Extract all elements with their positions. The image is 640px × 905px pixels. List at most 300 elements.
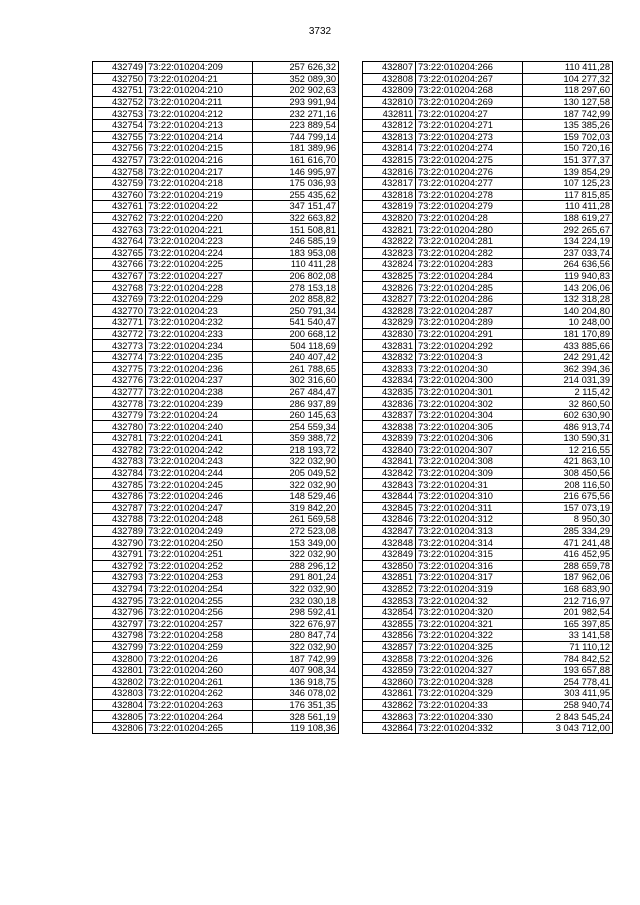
table-row bbox=[93, 270, 339, 282]
value-cell: 280 847,74 bbox=[253, 630, 339, 642]
cadastral-number-cell: 73:22:010204:328 bbox=[416, 676, 523, 688]
table-row bbox=[93, 328, 339, 340]
cadastral-number-cell: 73:22:010204:267 bbox=[416, 73, 523, 85]
value-cell: 146 995,97 bbox=[253, 166, 339, 178]
cadastral-number-cell: 73:22:010204:275 bbox=[416, 154, 523, 166]
value-cell: 346 078,02 bbox=[253, 688, 339, 700]
row-number-cell: 432819 bbox=[363, 201, 416, 213]
value-cell: 107 125,23 bbox=[523, 177, 613, 189]
row-number-cell: 432769 bbox=[93, 293, 146, 305]
cadastral-number-cell: 73:22:010204:326 bbox=[416, 653, 523, 665]
cadastral-number-cell: 73:22:010204:248 bbox=[146, 514, 253, 526]
row-number-cell: 432750 bbox=[93, 73, 146, 85]
row-number-cell: 432817 bbox=[363, 177, 416, 189]
table-row bbox=[93, 583, 339, 595]
value-cell: 322 663,82 bbox=[253, 212, 339, 224]
cadastral-number-cell: 73:22:010204:251 bbox=[146, 548, 253, 560]
value-cell: 71 110,12 bbox=[523, 641, 613, 653]
cadastral-number-cell: 73:22:010204:287 bbox=[416, 305, 523, 317]
cadastral-number-cell: 73:22:010204:24 bbox=[146, 409, 253, 421]
row-number-cell: 432814 bbox=[363, 143, 416, 155]
table-row bbox=[93, 467, 339, 479]
row-number-cell: 432847 bbox=[363, 525, 416, 537]
cadastral-number-cell: 73:22:010204:235 bbox=[146, 351, 253, 363]
value-cell: 181 170,89 bbox=[523, 328, 613, 340]
row-number-cell: 432823 bbox=[363, 247, 416, 259]
table-row bbox=[363, 73, 613, 85]
cadastral-number-cell: 73:22:010204:283 bbox=[416, 259, 523, 271]
value-cell: 151 377,37 bbox=[523, 154, 613, 166]
row-number-cell: 432830 bbox=[363, 328, 416, 340]
cadastral-number-cell: 73:22:010204:236 bbox=[146, 363, 253, 375]
table-row bbox=[363, 398, 613, 410]
row-number-cell: 432764 bbox=[93, 235, 146, 247]
row-number-cell: 432810 bbox=[363, 96, 416, 108]
row-number-cell: 432752 bbox=[93, 96, 146, 108]
cadastral-number-cell: 73:22:010204:311 bbox=[416, 502, 523, 514]
value-cell: 504 118,69 bbox=[253, 340, 339, 352]
value-cell: 119 108,36 bbox=[253, 722, 339, 734]
value-cell: 286 937,89 bbox=[253, 398, 339, 410]
row-number-cell: 432774 bbox=[93, 351, 146, 363]
table-row bbox=[93, 305, 339, 317]
cadastral-number-cell: 73:22:010204:317 bbox=[416, 572, 523, 584]
row-number-cell: 432812 bbox=[363, 119, 416, 131]
cadastral-number-cell: 73:22:010204:218 bbox=[146, 177, 253, 189]
value-cell: 2 843 545,24 bbox=[523, 711, 613, 723]
cadastral-number-cell: 73:22:010204:314 bbox=[416, 537, 523, 549]
cadastral-number-cell: 73:22:010204:219 bbox=[146, 189, 253, 201]
value-cell: 159 702,03 bbox=[523, 131, 613, 143]
table-row bbox=[363, 618, 613, 630]
value-cell: 165 397,85 bbox=[523, 618, 613, 630]
cadastral-number-cell: 73:22:010204:319 bbox=[416, 583, 523, 595]
value-cell: 285 334,29 bbox=[523, 525, 613, 537]
table-row bbox=[93, 688, 339, 700]
value-cell: 293 991,94 bbox=[253, 96, 339, 108]
value-cell: 264 636,56 bbox=[523, 259, 613, 271]
cadastral-number-cell: 73:22:010204:292 bbox=[416, 340, 523, 352]
value-cell: 8 950,30 bbox=[523, 514, 613, 526]
cadastral-number-cell: 73:22:010204:282 bbox=[416, 247, 523, 259]
row-number-cell: 432850 bbox=[363, 560, 416, 572]
value-cell: 132 318,28 bbox=[523, 293, 613, 305]
value-cell: 119 940,83 bbox=[523, 270, 613, 282]
row-number-cell: 432833 bbox=[363, 363, 416, 375]
row-number-cell: 432845 bbox=[363, 502, 416, 514]
table-row bbox=[363, 572, 613, 584]
table-row bbox=[363, 722, 613, 734]
row-number-cell: 432841 bbox=[363, 456, 416, 468]
value-cell: 175 036,93 bbox=[253, 177, 339, 189]
cadastral-number-cell: 73:22:010204:273 bbox=[416, 131, 523, 143]
cadastral-number-cell: 73:22:010204:252 bbox=[146, 560, 253, 572]
row-number-cell: 432811 bbox=[363, 108, 416, 120]
table-row bbox=[363, 688, 613, 700]
row-number-cell: 432825 bbox=[363, 270, 416, 282]
table-row bbox=[363, 630, 613, 642]
cadastral-number-cell: 73:22:010204:316 bbox=[416, 560, 523, 572]
value-cell: 541 540,47 bbox=[253, 317, 339, 329]
row-number-cell: 432853 bbox=[363, 595, 416, 607]
cadastral-number-cell: 73:22:010204:320 bbox=[416, 606, 523, 618]
table-row bbox=[363, 212, 613, 224]
table-row bbox=[93, 595, 339, 607]
table-row bbox=[93, 212, 339, 224]
value-cell: 10 248,00 bbox=[523, 317, 613, 329]
value-cell: 117 815,85 bbox=[523, 189, 613, 201]
cadastral-number-cell: 73:22:010204:245 bbox=[146, 479, 253, 491]
cadastral-number-cell: 73:22:010204:211 bbox=[146, 96, 253, 108]
value-cell: 242 291,42 bbox=[523, 351, 613, 363]
row-number-cell: 432768 bbox=[93, 282, 146, 294]
table-row bbox=[93, 119, 339, 131]
cadastral-number-cell: 73:22:010204:249 bbox=[146, 525, 253, 537]
value-cell: 232 030,18 bbox=[253, 595, 339, 607]
cadastral-number-cell: 73:22:010204:321 bbox=[416, 618, 523, 630]
value-cell: 136 918,75 bbox=[253, 676, 339, 688]
row-number-cell: 432813 bbox=[363, 131, 416, 143]
row-number-cell: 432801 bbox=[93, 664, 146, 676]
table-row bbox=[363, 340, 613, 352]
row-number-cell: 432827 bbox=[363, 293, 416, 305]
value-cell: 471 241,48 bbox=[523, 537, 613, 549]
row-number-cell: 432765 bbox=[93, 247, 146, 259]
row-number-cell: 432775 bbox=[93, 363, 146, 375]
row-number-cell: 432789 bbox=[93, 525, 146, 537]
row-number-cell: 432791 bbox=[93, 548, 146, 560]
table-row bbox=[363, 433, 613, 445]
cadastral-number-cell: 73:22:010204:214 bbox=[146, 131, 253, 143]
row-number-cell: 432761 bbox=[93, 201, 146, 213]
cadastral-number-cell: 73:22:010204:329 bbox=[416, 688, 523, 700]
cadastral-number-cell: 73:22:010204:221 bbox=[146, 224, 253, 236]
value-cell: 134 224,19 bbox=[523, 235, 613, 247]
cadastral-number-cell: 73:22:010204:229 bbox=[146, 293, 253, 305]
row-number-cell: 432829 bbox=[363, 317, 416, 329]
row-number-cell: 432805 bbox=[93, 711, 146, 723]
cadastral-number-cell: 73:22:010204:291 bbox=[416, 328, 523, 340]
value-cell: 433 885,66 bbox=[523, 340, 613, 352]
value-cell: 33 141,58 bbox=[523, 630, 613, 642]
table-row bbox=[93, 664, 339, 676]
value-cell: 322 032,90 bbox=[253, 583, 339, 595]
row-number-cell: 432842 bbox=[363, 467, 416, 479]
value-cell: 3 043 712,00 bbox=[523, 722, 613, 734]
row-number-cell: 432837 bbox=[363, 409, 416, 421]
value-cell: 32 860,50 bbox=[523, 398, 613, 410]
value-cell: 130 127,58 bbox=[523, 96, 613, 108]
value-cell: 183 953,08 bbox=[253, 247, 339, 259]
table-row bbox=[363, 467, 613, 479]
value-cell: 416 452,95 bbox=[523, 548, 613, 560]
table-row bbox=[93, 572, 339, 584]
table-row bbox=[93, 177, 339, 189]
cadastral-number-cell: 73:22:010204:32 bbox=[416, 595, 523, 607]
row-number-cell: 432862 bbox=[363, 699, 416, 711]
value-cell: 254 559,34 bbox=[253, 421, 339, 433]
cadastral-number-cell: 73:22:010204:285 bbox=[416, 282, 523, 294]
value-cell: 193 657,88 bbox=[523, 664, 613, 676]
value-cell: 2 115,42 bbox=[523, 386, 613, 398]
value-cell: 258 940,74 bbox=[523, 699, 613, 711]
cadastral-number-cell: 73:22:010204:286 bbox=[416, 293, 523, 305]
cadastral-number-cell: 73:22:010204:259 bbox=[146, 641, 253, 653]
row-number-cell: 432839 bbox=[363, 433, 416, 445]
row-number-cell: 432820 bbox=[363, 212, 416, 224]
table-row bbox=[363, 259, 613, 271]
cadastral-number-cell: 73:22:010204:253 bbox=[146, 572, 253, 584]
row-number-cell: 432806 bbox=[93, 722, 146, 734]
table-row bbox=[363, 525, 613, 537]
row-number-cell: 432864 bbox=[363, 722, 416, 734]
cadastral-number-cell: 73:22:010204:278 bbox=[416, 189, 523, 201]
table-row bbox=[93, 85, 339, 97]
row-number-cell: 432786 bbox=[93, 490, 146, 502]
value-cell: 291 801,24 bbox=[253, 572, 339, 584]
row-number-cell: 432855 bbox=[363, 618, 416, 630]
table-row bbox=[363, 363, 613, 375]
row-number-cell: 432852 bbox=[363, 583, 416, 595]
value-cell: 347 151,47 bbox=[253, 201, 339, 213]
row-number-cell: 432858 bbox=[363, 653, 416, 665]
value-cell: 288 659,78 bbox=[523, 560, 613, 572]
cadastral-number-cell: 73:22:010204:28 bbox=[416, 212, 523, 224]
cadastral-number-cell: 73:22:010204:33 bbox=[416, 699, 523, 711]
table-row bbox=[93, 433, 339, 445]
table-row bbox=[93, 606, 339, 618]
row-number-cell: 432844 bbox=[363, 490, 416, 502]
cadastral-number-cell: 73:22:010204:216 bbox=[146, 154, 253, 166]
table-row bbox=[93, 73, 339, 85]
cadastral-number-cell: 73:22:010204:27 bbox=[416, 108, 523, 120]
row-number-cell: 432794 bbox=[93, 583, 146, 595]
table-row bbox=[93, 711, 339, 723]
cadastral-number-cell: 73:22:010204:31 bbox=[416, 479, 523, 491]
value-cell: 118 297,60 bbox=[523, 85, 613, 97]
cadastral-number-cell: 73:22:010204:261 bbox=[146, 676, 253, 688]
value-cell: 148 529,46 bbox=[253, 490, 339, 502]
cadastral-number-cell: 73:22:010204:240 bbox=[146, 421, 253, 433]
table-row bbox=[93, 235, 339, 247]
row-number-cell: 432863 bbox=[363, 711, 416, 723]
cadastral-number-cell: 73:22:010204:246 bbox=[146, 490, 253, 502]
value-cell: 407 908,34 bbox=[253, 664, 339, 676]
table-row bbox=[363, 154, 613, 166]
cadastral-number-cell: 73:22:010204:262 bbox=[146, 688, 253, 700]
value-cell: 188 619,27 bbox=[523, 212, 613, 224]
value-cell: 260 145,63 bbox=[253, 409, 339, 421]
cadastral-number-cell: 73:22:010204:322 bbox=[416, 630, 523, 642]
cadastral-number-cell: 73:22:010204:266 bbox=[416, 62, 523, 74]
table-row bbox=[363, 143, 613, 155]
row-number-cell: 432756 bbox=[93, 143, 146, 155]
cadastral-number-cell: 73:22:010204:228 bbox=[146, 282, 253, 294]
row-number-cell: 432857 bbox=[363, 641, 416, 653]
table-row bbox=[363, 409, 613, 421]
table-row bbox=[363, 560, 613, 572]
row-number-cell: 432788 bbox=[93, 514, 146, 526]
row-number-cell: 432767 bbox=[93, 270, 146, 282]
cadastral-number-cell: 73:22:010204:263 bbox=[146, 699, 253, 711]
value-cell: 181 389,96 bbox=[253, 143, 339, 155]
cadastral-number-cell: 73:22:010204:254 bbox=[146, 583, 253, 595]
value-cell: 151 508,81 bbox=[253, 224, 339, 236]
table-row bbox=[93, 224, 339, 236]
row-number-cell: 432816 bbox=[363, 166, 416, 178]
table-row bbox=[93, 699, 339, 711]
table-row bbox=[363, 189, 613, 201]
row-number-cell: 432831 bbox=[363, 340, 416, 352]
row-number-cell: 432759 bbox=[93, 177, 146, 189]
value-cell: 216 675,56 bbox=[523, 490, 613, 502]
table-row bbox=[363, 676, 613, 688]
value-cell: 322 032,90 bbox=[253, 641, 339, 653]
cadastral-number-cell: 73:22:010204:232 bbox=[146, 317, 253, 329]
value-cell: 246 585,19 bbox=[253, 235, 339, 247]
cadastral-number-cell: 73:22:010204:212 bbox=[146, 108, 253, 120]
table-row bbox=[93, 247, 339, 259]
table-row bbox=[363, 421, 613, 433]
cadastral-number-cell: 73:22:010204:330 bbox=[416, 711, 523, 723]
cadastral-number-cell: 73:22:010204:260 bbox=[146, 664, 253, 676]
value-cell: 322 032,90 bbox=[253, 548, 339, 560]
table-row bbox=[93, 201, 339, 213]
value-cell: 362 394,36 bbox=[523, 363, 613, 375]
table-row bbox=[93, 560, 339, 572]
row-number-cell: 432860 bbox=[363, 676, 416, 688]
table-row bbox=[363, 351, 613, 363]
row-number-cell: 432790 bbox=[93, 537, 146, 549]
cadastral-number-cell: 73:22:010204:250 bbox=[146, 537, 253, 549]
table-row bbox=[93, 293, 339, 305]
table-row bbox=[93, 166, 339, 178]
row-number-cell: 432834 bbox=[363, 375, 416, 387]
table-row bbox=[93, 317, 339, 329]
cadastral-number-cell: 73:22:010204:258 bbox=[146, 630, 253, 642]
table-row bbox=[363, 305, 613, 317]
cadastral-number-cell: 73:22:010204:247 bbox=[146, 502, 253, 514]
value-cell: 201 982,54 bbox=[523, 606, 613, 618]
table-row bbox=[363, 641, 613, 653]
value-cell: 143 206,06 bbox=[523, 282, 613, 294]
row-number-cell: 432851 bbox=[363, 572, 416, 584]
cadastral-number-cell: 73:22:010204:306 bbox=[416, 433, 523, 445]
row-number-cell: 432808 bbox=[363, 73, 416, 85]
table-row bbox=[363, 537, 613, 549]
table-row bbox=[363, 119, 613, 131]
row-number-cell: 432776 bbox=[93, 375, 146, 387]
table-row bbox=[363, 201, 613, 213]
page-number: 3732 bbox=[308, 26, 332, 37]
cadastral-number-cell: 73:22:010204:243 bbox=[146, 456, 253, 468]
cadastral-number-cell: 73:22:010204:244 bbox=[146, 467, 253, 479]
cadastral-number-cell: 73:22:010204:309 bbox=[416, 467, 523, 479]
cadastral-number-cell: 73:22:010204:264 bbox=[146, 711, 253, 723]
table-row bbox=[363, 62, 613, 74]
cadastral-number-cell: 73:22:010204:224 bbox=[146, 247, 253, 259]
value-cell: 104 277,32 bbox=[523, 73, 613, 85]
table-row bbox=[93, 282, 339, 294]
row-number-cell: 432749 bbox=[93, 62, 146, 74]
table-row bbox=[363, 328, 613, 340]
table-row bbox=[93, 259, 339, 271]
value-cell: 240 407,42 bbox=[253, 351, 339, 363]
table-row bbox=[93, 618, 339, 630]
row-number-cell: 432766 bbox=[93, 259, 146, 271]
table-row bbox=[363, 606, 613, 618]
cadastral-number-cell: 73:22:010204:313 bbox=[416, 525, 523, 537]
cadastral-number-cell: 73:22:010204:237 bbox=[146, 375, 253, 387]
row-number-cell: 432821 bbox=[363, 224, 416, 236]
table-row bbox=[363, 479, 613, 491]
value-cell: 254 778,41 bbox=[523, 676, 613, 688]
cadastral-number-cell: 73:22:010204:315 bbox=[416, 548, 523, 560]
row-number-cell: 432800 bbox=[93, 653, 146, 665]
row-number-cell: 432859 bbox=[363, 664, 416, 676]
cadastral-number-cell: 73:22:010204:310 bbox=[416, 490, 523, 502]
row-number-cell: 432854 bbox=[363, 606, 416, 618]
cadastral-number-cell: 73:22:010204:26 bbox=[146, 653, 253, 665]
row-number-cell: 432828 bbox=[363, 305, 416, 317]
cadastral-number-cell: 73:22:010204:242 bbox=[146, 444, 253, 456]
row-number-cell: 432792 bbox=[93, 560, 146, 572]
value-cell: 212 716,97 bbox=[523, 595, 613, 607]
table-row bbox=[93, 641, 339, 653]
value-cell: 176 351,35 bbox=[253, 699, 339, 711]
value-cell: 602 630,90 bbox=[523, 409, 613, 421]
table-row bbox=[363, 131, 613, 143]
row-number-cell: 432772 bbox=[93, 328, 146, 340]
row-number-cell: 432807 bbox=[363, 62, 416, 74]
row-number-cell: 432796 bbox=[93, 606, 146, 618]
row-number-cell: 432785 bbox=[93, 479, 146, 491]
row-number-cell: 432781 bbox=[93, 433, 146, 445]
value-cell: 218 193,72 bbox=[253, 444, 339, 456]
table-row bbox=[93, 340, 339, 352]
value-cell: 272 523,08 bbox=[253, 525, 339, 537]
cadastral-number-cell: 73:22:010204:274 bbox=[416, 143, 523, 155]
value-cell: 292 265,67 bbox=[523, 224, 613, 236]
row-number-cell: 432809 bbox=[363, 85, 416, 97]
row-number-cell: 432780 bbox=[93, 421, 146, 433]
table-row bbox=[363, 386, 613, 398]
table-row bbox=[363, 224, 613, 236]
value-cell: 322 032,90 bbox=[253, 456, 339, 468]
table-row bbox=[363, 456, 613, 468]
table-row bbox=[93, 375, 339, 387]
value-cell: 302 316,60 bbox=[253, 375, 339, 387]
cadastral-number-cell: 73:22:010204:281 bbox=[416, 235, 523, 247]
table-row bbox=[93, 143, 339, 155]
row-number-cell: 432777 bbox=[93, 386, 146, 398]
row-number-cell: 432803 bbox=[93, 688, 146, 700]
row-number-cell: 432753 bbox=[93, 108, 146, 120]
value-cell: 202 858,82 bbox=[253, 293, 339, 305]
table-row bbox=[93, 525, 339, 537]
row-number-cell: 432822 bbox=[363, 235, 416, 247]
value-cell: 255 435,62 bbox=[253, 189, 339, 201]
row-number-cell: 432843 bbox=[363, 479, 416, 491]
table-row bbox=[93, 189, 339, 201]
row-number-cell: 432832 bbox=[363, 351, 416, 363]
row-number-cell: 432773 bbox=[93, 340, 146, 352]
row-number-cell: 432797 bbox=[93, 618, 146, 630]
value-cell: 205 049,52 bbox=[253, 467, 339, 479]
row-number-cell: 432798 bbox=[93, 630, 146, 642]
row-number-cell: 432849 bbox=[363, 548, 416, 560]
row-number-cell: 432818 bbox=[363, 189, 416, 201]
